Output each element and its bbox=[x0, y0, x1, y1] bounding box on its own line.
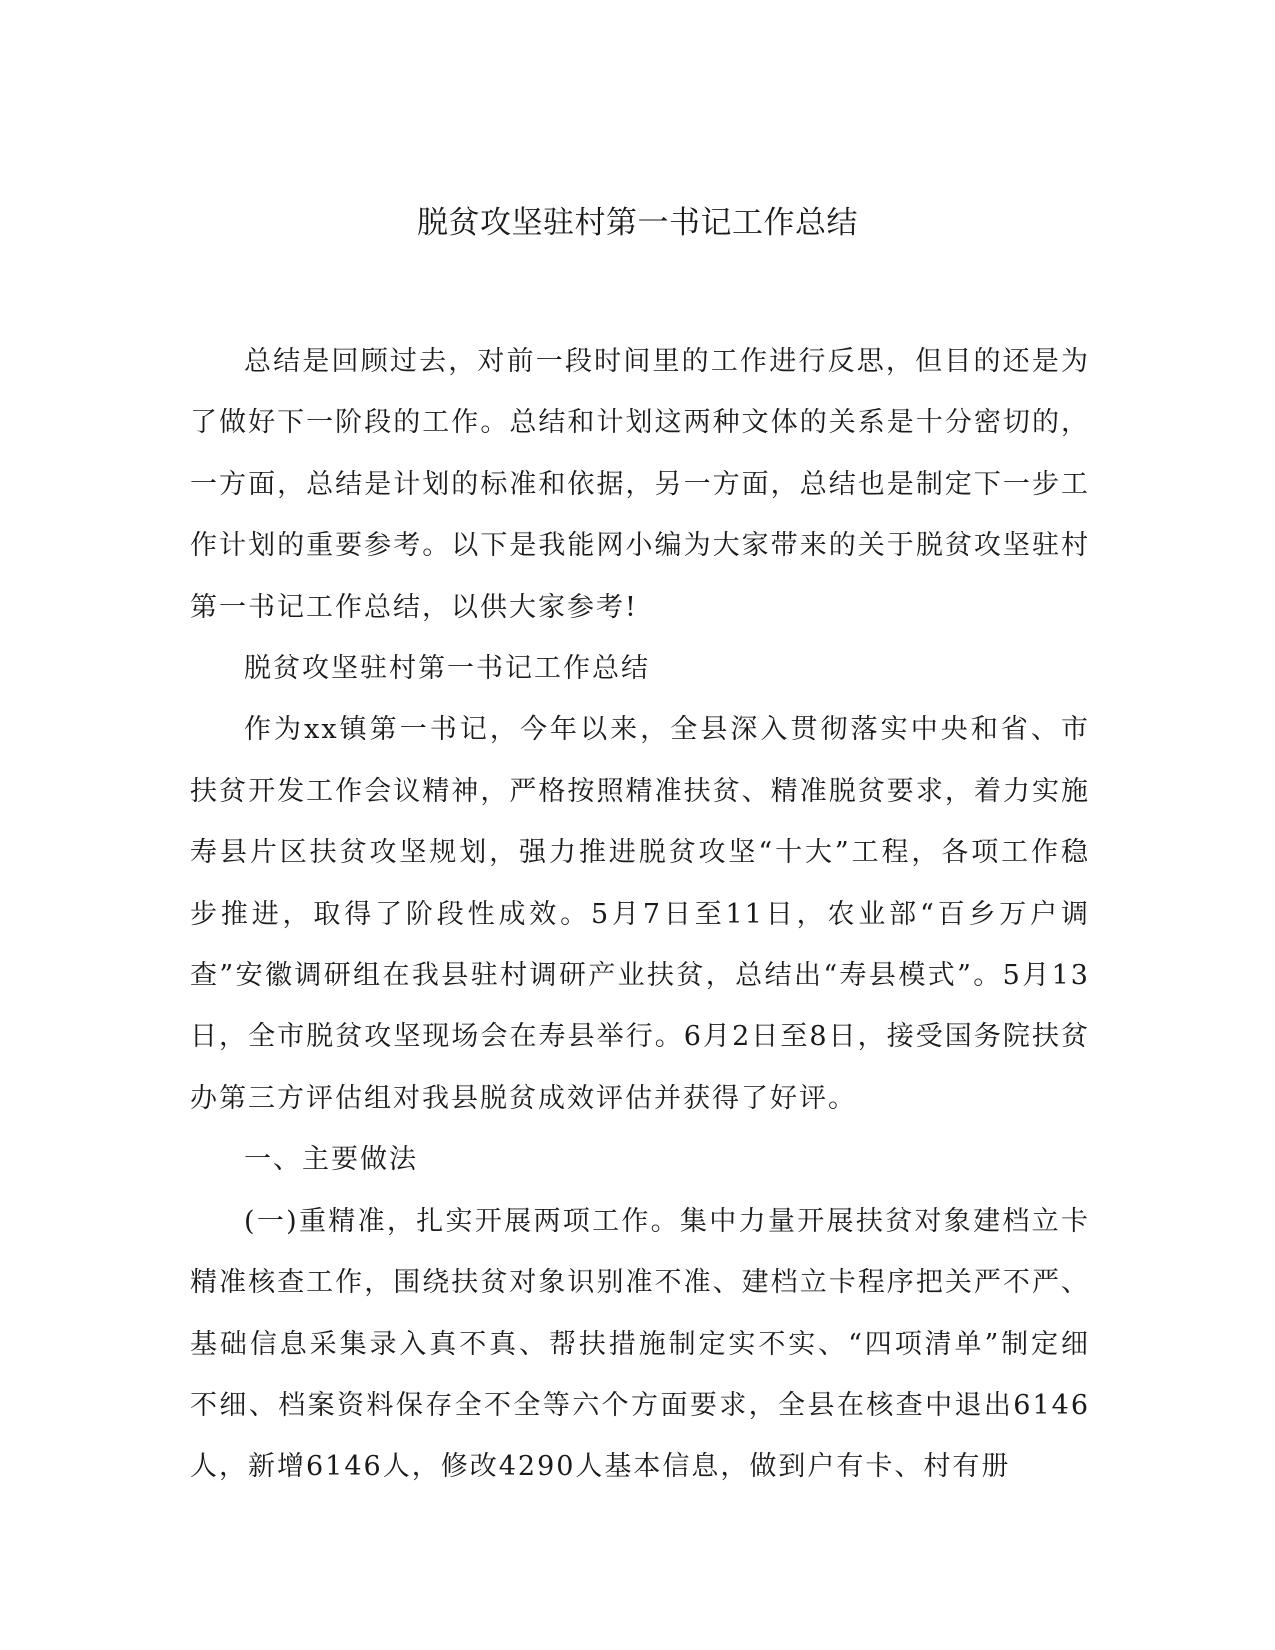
subheading-paragraph: 脱贫攻坚驻村第一书记工作总结 bbox=[244, 653, 650, 685]
intro-paragraph: 总结是回顾过去，对前一段时间里的工作进行反思，但目的还是为了做好下一阶段的工作。总结和计划这两种文体的关系是十分密切的，一方面，总结是计划的标准和依据，另一方面，总结也是制定下一步工作计划的重要参考。以下是我能网小编为大家带来的关于脱贫攻坚驻村第一书记工作总结，以供大家参考! bbox=[190, 346, 1090, 623]
document-title: 脱贫攻坚驻村第一书记工作总结 bbox=[417, 205, 858, 241]
document-body bbox=[190, 331, 1090, 1498]
overview-paragraph: 作为xx镇第一书记，今年以来，全县深入贯彻落实中央和省、市扶贫开发工作会议精神，严格按照精准扶贫、精准脱贫要求，着力实施寿县片区扶贫攻坚规划，强力推进脱贫攻坚“十大”工程，各项工作稳步推进，取得了阶段性成效。5月7日至11日，农业部“百乡万户调查”安徽调研组在我县驻村调研产业扶贫，总结出“寿县模式”。5月13日，全市脱贫攻坚现场会在寿县举行。6月2日至8日，接受国务院扶贫办第三方评估组对我县脱贫成效评估并获得了好评。 bbox=[190, 714, 1090, 1114]
section-one-paragraph: (一)重精准，扎实开展两项工作。集中力量开展扶贫对象建档立卡精准核查工作，围绕扶贫对象识别准不准、建档立卡程序把关严不严、基础信息采集录入真不真、帮扶措施制定实不实、“四项清单”制定细不细、档案资料保存全不全等六个方面要求，全县在核查中退出6146人，新增6146人，修改4290人基本信息，做到户有卡、村有册 bbox=[190, 1205, 1090, 1483]
section-heading: 一、主要做法 bbox=[244, 1144, 418, 1176]
